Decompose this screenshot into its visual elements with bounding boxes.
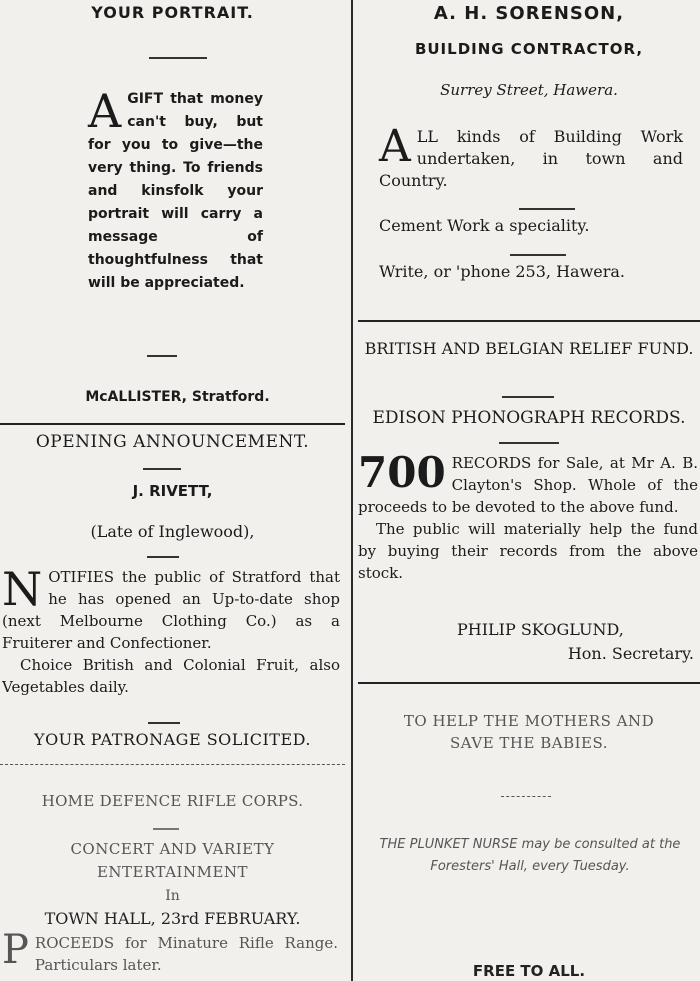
plunket-heading-1: TO HELP THE MOTHERS AND — [403, 712, 655, 730]
portrait-heading: YOUR PORTRAIT. — [91, 3, 254, 22]
drop-cap: 700 — [358, 448, 446, 497]
portrait-body-text: GIFT that money can't buy, but for you to give—the very thing. To friends and kinsfolk your portrait will carry a message of thoughtfulness that will be appreciated. — [88, 91, 263, 291]
rifle-ad — [0, 792, 345, 974]
rifle-body — [2, 927, 338, 976]
divider — [147, 556, 179, 558]
divider — [510, 254, 566, 256]
rivett-ad — [0, 432, 345, 749]
rivett-body — [2, 562, 340, 698]
left-column — [0, 0, 345, 981]
section-rule — [358, 320, 700, 322]
sorenson-address: Surrey Street, Hawera. — [440, 81, 618, 99]
drop-cap: A — [379, 121, 411, 172]
relief-body — [358, 448, 698, 584]
relief-signature — [358, 618, 694, 666]
sorenson-name: A. H. SORENSON, — [433, 3, 625, 24]
rifle-line-2: ENTERTAINMENT — [96, 863, 249, 881]
rifle-line-4: TOWN HALL, 23rd FEBRUARY. — [44, 909, 301, 928]
portrait-ad — [0, 0, 345, 405]
divider — [143, 468, 181, 470]
divider — [501, 796, 551, 797]
plunket-body: THE PLUNKET NURSE may be consulted at the Foresters' Hall, every Tuesday. — [379, 837, 681, 874]
divider — [149, 57, 207, 59]
rifle-line-3: In — [165, 888, 180, 904]
relief-sig-title: Hon. Secretary. — [567, 644, 694, 663]
divider — [147, 355, 177, 357]
rifle-heading: HOME DEFENCE RIFLE CORPS. — [41, 792, 304, 810]
drop-cap: N — [2, 562, 43, 616]
divider — [499, 442, 559, 444]
drop-cap: P — [2, 927, 29, 973]
plunket-ad — [358, 712, 700, 980]
rivett-body-2: Choice British and Colonial Fruit, also Vegetables daily. — [2, 656, 340, 696]
rivett-body-text: OTIFIES the public of Stratford that he has opened an Up-to-date shop (next Melbourne Clothing Co.) as a Fruiterer and Confectioner. — [2, 568, 340, 652]
sorenson-body — [379, 121, 683, 192]
plunket-footer: FREE TO ALL. — [472, 962, 586, 980]
relief-heading: BRITISH AND BELGIAN RELIEF FUND. — [364, 339, 694, 358]
right-column — [358, 0, 700, 981]
section-rule — [0, 764, 345, 765]
portrait-signature: McALLISTER, Stratford. — [85, 389, 270, 405]
divider — [148, 722, 180, 724]
divider — [502, 396, 554, 398]
drop-cap: A — [88, 84, 122, 138]
portrait-body — [88, 84, 263, 295]
rivett-heading: OPENING ANNOUNCEMENT. — [35, 432, 310, 452]
rifle-line-1: CONCERT AND VARIETY — [70, 840, 275, 858]
sorenson-ad — [358, 0, 700, 281]
divider — [153, 828, 179, 830]
relief-ad — [358, 338, 700, 663]
relief-sig-name: PHILIP SKOGLUND, — [457, 620, 624, 639]
rifle-body-text: ROCEEDS for Minature Rifle Range. Particulars later. — [34, 934, 338, 974]
relief-body-2: The public will materially help the fund by buying their records from the above stock. — [358, 520, 698, 582]
divider — [519, 208, 575, 210]
sorenson-title: BUILDING CONTRACTOR, — [414, 40, 644, 58]
plunket-heading-2: SAVE THE BABIES. — [450, 734, 608, 752]
rivett-footer: YOUR PATRONAGE SOLICITED. — [34, 730, 311, 749]
sorenson-contact: Write, or 'phone 253, Hawera. — [379, 262, 626, 281]
rivett-late: (Late of Inglewood), — [90, 522, 255, 541]
sorenson-body-text: LL kinds of Building Work undertaken, in town and Country. — [379, 127, 683, 190]
relief-body-text: RECORDS for Sale, at Mr A. B. Clayton's Shop. Whole of the proceeds to be devoted to the above fund. — [358, 454, 698, 516]
relief-sub: EDISON PHONOGRAPH RECORDS. — [372, 408, 686, 428]
column-divider — [351, 0, 353, 981]
sorenson-speciality: Cement Work a speciality. — [379, 216, 590, 235]
rivett-name: J. RIVETT, — [132, 482, 213, 500]
section-rule — [358, 682, 700, 684]
section-rule — [0, 423, 345, 425]
